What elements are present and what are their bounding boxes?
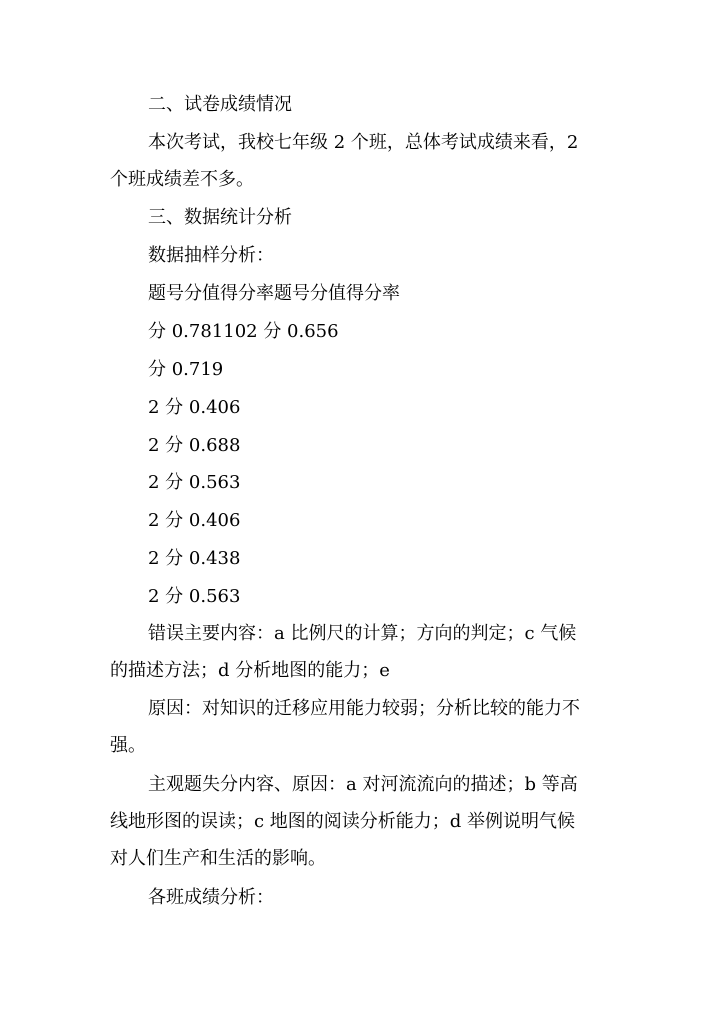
data-line: 分 0.781102 分 0.656: [148, 321, 339, 342]
paragraph-line: 强。: [110, 735, 146, 756]
data-line: 2 分 0.406: [148, 397, 241, 418]
data-line: 2 分 0.406: [148, 510, 241, 531]
section-line-class-results: 各班成绩分析：: [148, 887, 274, 908]
data-line: 2 分 0.688: [148, 435, 241, 456]
paragraph-line: 数据抽样分析：: [148, 245, 274, 266]
paragraph-line: 对人们生产和生活的影响。: [110, 848, 326, 869]
data-line: 2 分 0.438: [148, 548, 241, 569]
paragraph-line: 线地形图的误读；c 地图的阅读分析能力；d 举例说明气候: [110, 811, 576, 832]
paragraph-line: 个班成绩差不多。: [110, 169, 254, 190]
section-heading-exam-results: 二、试卷成绩情况: [148, 94, 292, 115]
paragraph-line: 主观题失分内容、原因：a 对河流流向的描述；b 等高: [148, 774, 578, 795]
table-header-line: 题号分值得分率题号分值得分率: [148, 283, 400, 304]
data-line: 2 分 0.563: [148, 472, 241, 493]
paragraph-line: 的描述方法；d 分析地图的能力；e: [110, 660, 390, 681]
paragraph-line: 本次考试，我校七年级 2 个班，总体考试成绩来看，2: [148, 132, 579, 153]
paragraph-line: 错误主要内容：a 比例尺的计算；方向的判定；c 气候: [148, 623, 577, 644]
section-heading-data-analysis: 三、数据统计分析: [148, 207, 292, 228]
paragraph-line: 原因：对知识的迁移应用能力较弱；分析比较的能力不: [148, 698, 580, 719]
data-line: 2 分 0.563: [148, 586, 241, 607]
data-line: 分 0.719: [148, 359, 224, 380]
